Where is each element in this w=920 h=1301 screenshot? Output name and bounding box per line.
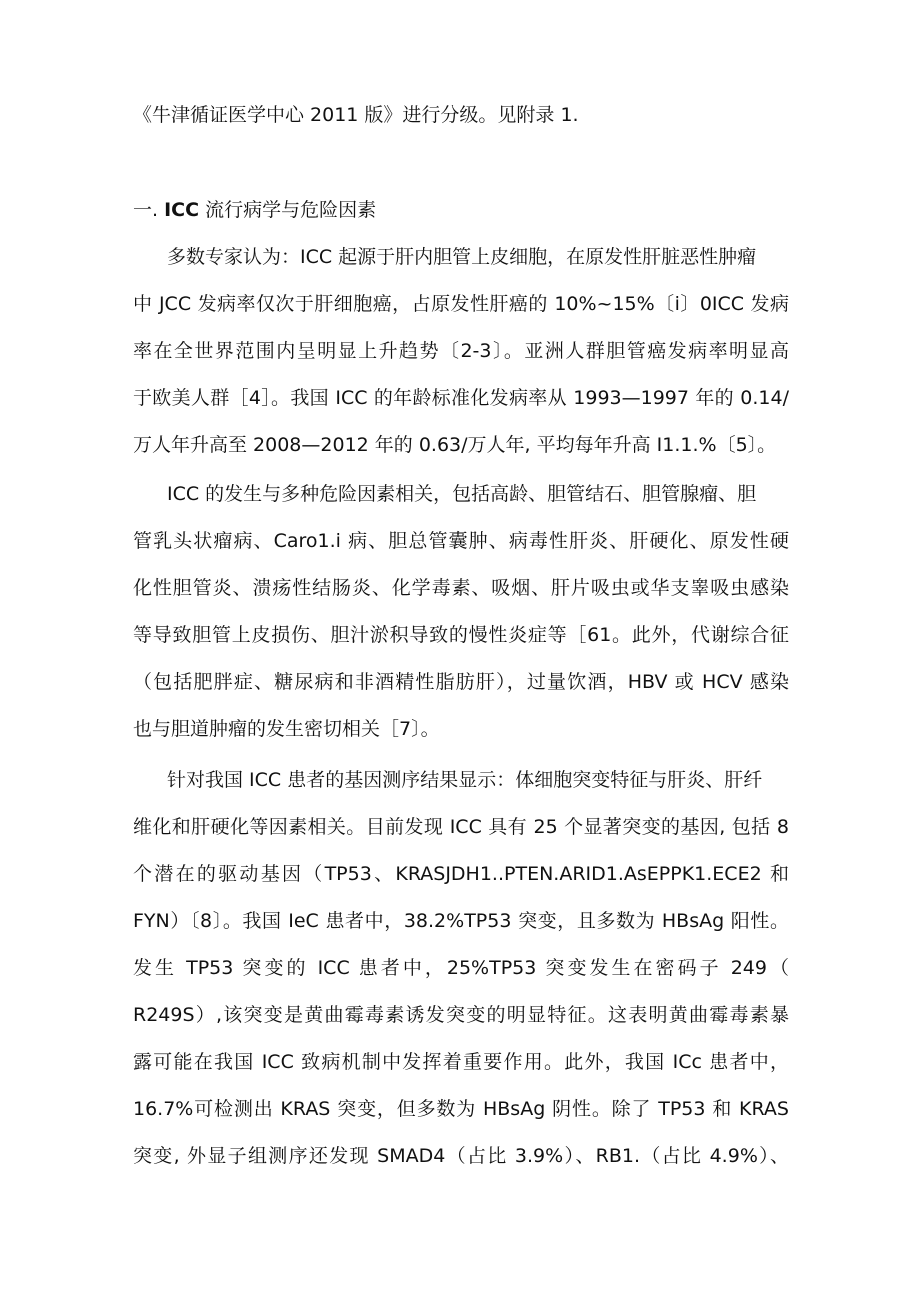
paragraph-3-line-8: 16.7%可检测出 KRAS 突变，但多数为 HBsAg 阴性。除了 TP53 和 KRAS (133, 1098, 789, 1120)
paragraph-1-line-2: 中 JCC 发病率仅次于肝细胞癌，占原发性肝癌的 10%~15%〔i〕0ICC 发病 (133, 293, 789, 315)
paragraph-1-line-4: 于欧美人群［4］。我国 ICC 的年龄标准化发病率从 1993—1997 年的 0.14/ (133, 387, 789, 409)
paragraph-3-line-7: 露可能在我国 ICC 致病机制中发挥着重要作用。此外，我国 ICc 患者中， (133, 1051, 789, 1073)
paragraph-2-line-5: （包括肥胖症、糖尿病和非酒精性脂肪肝），过量饮酒，HBV 或 HCV 感染 (133, 671, 789, 693)
paragraph-1-line-1: 多数专家认为：ICC 起源于肝内胆管上皮细胞，在原发性肝脏恶性肿瘤 (167, 246, 757, 268)
section-heading-title: 流行病学与危险因素 (205, 199, 377, 221)
section-heading (133, 195, 376, 225)
paragraph-1-line-3: 率在全世界范围内呈明显上升趋势〔2-3〕。亚洲人群胆管癌发病率明显高 (133, 340, 789, 362)
paragraph-3-line-1: 针对我国 ICC 患者的基因测序结果显示：体细胞突变特征与肝炎、肝纤 (167, 769, 763, 791)
paragraph-2-line-1: ICC 的发生与多种危险因素相关，包括高龄、胆管结石、胆管腺瘤、胆 (167, 483, 757, 505)
paragraph-2-line-3: 化性胆管炎、溃疡性结肠炎、化学毒素、吸烟、肝片吸虫或华支睾吸虫感染 (133, 577, 789, 599)
paragraph-1-line-5: 万人年升高至 2008—2012 年的 0.63/万人年, 平均每年升高 I1.1.%〔5〕。 (133, 434, 777, 456)
paragraph-3-line-5: 发生 TP53 突变的 ICC 患者中，25%TP53 突变发生在密码子 249（ (133, 957, 789, 979)
paragraph-2-line-2: 管乳头状瘤病、Caro1.i 病、胆总管囊肿、病毒性肝炎、肝硬化、原发性硬 (133, 530, 789, 552)
paragraph-3-line-3: 个潜在的驱动基因（TP53、KRASJDH1..PTEN.ARID1.AsEPPK1.ECE2 和 (133, 863, 789, 885)
paragraph-3-line-6: R249S）,该突变是黄曲霉毒素诱发突变的明显特征。这表明黄曲霉毒素暴 (133, 1004, 789, 1026)
paragraph-2-line-6: 也与胆道肿瘤的发生密切相关［7〕。 (133, 718, 440, 740)
section-heading-bold: ICC (164, 199, 200, 221)
section-heading-prefix: 一. (133, 199, 159, 221)
paragraph-2-line-4: 等导致胆管上皮损伤、胆汁淤积导致的慢性炎症等［61。此外，代谢综合征 (133, 624, 789, 646)
paragraph-3-line-9: 突变, 外显子组测序还发现 SMAD4（占比 3.9%）、RB1.（占比 4.9%）、 (133, 1145, 789, 1167)
paragraph-3-line-4: FYN）〔8〕。我国 IeC 患者中，38.2%TP53 突变，且多数为 HBsAg 阳性。 (133, 910, 789, 932)
paragraph-3-line-2: 维化和肝硬化等因素相关。目前发现 ICC 具有 25 个显著突变的基因, 包括 8 (133, 816, 789, 838)
intro-line: 《牛津循证医学中心 2011 版》进行分级。见附录 1. (133, 104, 579, 126)
